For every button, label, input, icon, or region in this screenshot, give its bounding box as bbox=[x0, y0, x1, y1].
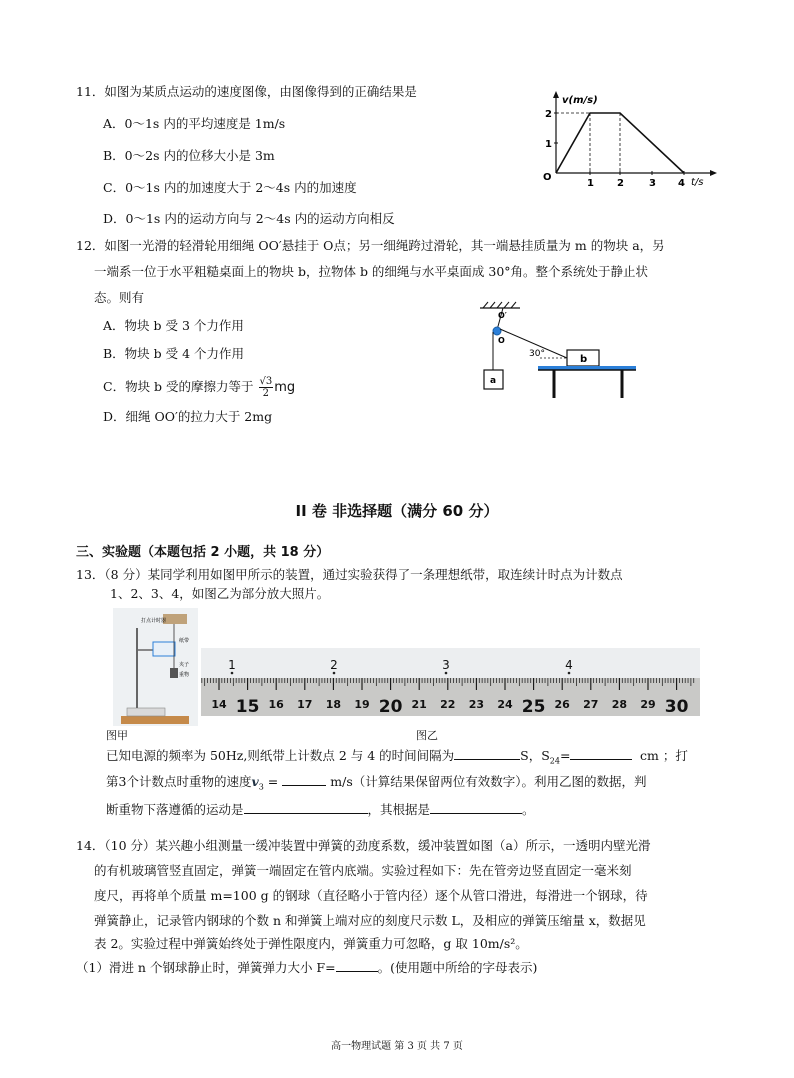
q13-para3-text: ，其根据是 bbox=[367, 802, 431, 817]
answer-blank-v3[interactable] bbox=[282, 773, 326, 786]
q12-option-d: D．细绳 OO′的拉力大于 2mg bbox=[103, 409, 273, 424]
label-o-prime: O′ bbox=[498, 311, 507, 320]
ruler-number: 27 bbox=[583, 698, 599, 711]
ruler-number: 14 bbox=[211, 698, 227, 711]
q14-line1: 14．（10 分）某兴趣小组测量一缓冲装置中弹簧的劲度系数，缓冲装置如图（a）所示，一透明内壁光滑 bbox=[76, 838, 651, 853]
q13-para3 bbox=[106, 800, 535, 818]
ruler-number: 22 bbox=[440, 698, 456, 711]
fraction bbox=[259, 376, 274, 399]
tape-dot bbox=[231, 672, 234, 675]
q14-line5: 表 2。实验过程中弹簧始终处于弹性限度内，弹簧重力可忽略，g 取 10m/s²。 bbox=[94, 936, 528, 951]
q13-para2-text: = bbox=[263, 774, 279, 789]
tape-point-label: 4 bbox=[565, 658, 573, 672]
q12-line2: 一端系一位于水平粗糙桌面上的物块 b，拉物体 b 的细绳与水平桌面成 30°角。整个系统处于静止状 bbox=[94, 264, 649, 279]
q12-option-a: A．物块 b 受 3 个力作用 bbox=[103, 318, 244, 333]
q11-option-c: C．0～1s 内的加速度大于 2～4s 内的加速度 bbox=[103, 180, 357, 195]
fraction-denominator: 2 bbox=[262, 388, 270, 399]
fraction-numerator: √3 bbox=[259, 376, 273, 387]
section-3-title: 三、实验题（本题包括 2 小题，共 18 分） bbox=[76, 545, 330, 560]
label-o: O bbox=[498, 336, 505, 345]
tape-point-label: 2 bbox=[330, 658, 338, 672]
answer-blank-interval[interactable] bbox=[454, 747, 520, 760]
q12-option-c-unit: mg bbox=[274, 380, 296, 395]
apparatus-label: 重物 bbox=[179, 672, 190, 678]
ruler-number: 23 bbox=[468, 698, 485, 711]
apparatus-label: 打点计时器 bbox=[141, 618, 167, 624]
q13-para1 bbox=[106, 746, 632, 766]
fig-yi-caption: 图乙 bbox=[416, 729, 438, 742]
q14-line4: 弹簧静止，记录管内钢球的个数 n 和弹簧上端对应的刻度尺示数 L，及相应的弹簧压缩量 x，数据见 bbox=[94, 913, 646, 928]
ruler-number: 25 bbox=[521, 697, 546, 716]
graph-xtick: 4 bbox=[678, 178, 685, 189]
ruler-number: 21 bbox=[411, 698, 427, 711]
q13-para3-text: 断重物下落遵循的运动是 bbox=[106, 802, 244, 817]
ruler-photo bbox=[201, 648, 700, 716]
ruler-number: 17 bbox=[297, 698, 313, 711]
ruler-number: 16 bbox=[268, 698, 284, 711]
q11-stem: 11．如图为某质点运动的速度图像，由图像得到的正确结果是 bbox=[76, 84, 417, 99]
answer-blank-force[interactable] bbox=[336, 959, 378, 972]
q14-line3: 度尺，再将单个质量 m=100 g 的钢球（直径略小于管内径）逐个从管口滑进，每滑进一个钢球，待 bbox=[94, 888, 648, 903]
q13-para2-text: 第3个计数点时重物的速度 bbox=[106, 774, 252, 789]
ruler-number: 26 bbox=[554, 698, 570, 711]
q12-option-c-text: C．物块 b 受的摩擦力等于 bbox=[103, 379, 254, 394]
tape-point-label: 3 bbox=[442, 658, 450, 672]
ruler-number: 18 bbox=[325, 698, 342, 711]
q13-para2 bbox=[106, 772, 647, 792]
graph-ylabel: v(m/s) bbox=[562, 95, 598, 106]
q13-para2-text: m/s（计算结果保留两位有效数字）。利用乙图的数据，判 bbox=[330, 774, 647, 789]
answer-blank-reason[interactable] bbox=[430, 801, 522, 814]
answer-blank-s24[interactable] bbox=[570, 747, 632, 760]
apparatus-label: 夹子 bbox=[179, 662, 190, 668]
graph-xtick: 1 bbox=[587, 178, 594, 189]
fig-jia-caption: 图甲 bbox=[106, 729, 128, 742]
ruler-number: 28 bbox=[611, 698, 628, 711]
ruler-number: 30 bbox=[664, 697, 689, 716]
velocity-symbol: v bbox=[251, 774, 259, 789]
tape-point-label: 1 bbox=[228, 658, 236, 672]
label-block-b: b bbox=[580, 354, 588, 365]
q14-sub1 bbox=[76, 958, 537, 976]
ruler-number: 29 bbox=[640, 698, 656, 711]
subscript: 3 bbox=[258, 782, 264, 792]
tape-dot bbox=[333, 672, 336, 675]
tape-dot bbox=[445, 672, 448, 675]
q14-sub1-text: （1）滑进 n 个钢球静止时，弹簧弹力大小 F= bbox=[76, 960, 336, 975]
q12-option-c bbox=[103, 376, 295, 399]
q13-para1-text: S，S bbox=[520, 748, 550, 763]
q13-line2: 1、2、3、4，如图乙为部分放大照片。 bbox=[110, 586, 330, 601]
q12-pulley-figure bbox=[470, 298, 650, 402]
q12-option-b: B．物块 b 受 4 个力作用 bbox=[103, 346, 245, 361]
q13-para1-text: 已知电源的频率为 50Hz,则纸带上计数点 2 与 4 的时间间隔为 bbox=[106, 748, 455, 763]
q12-line3: 态。则有 bbox=[94, 290, 145, 305]
q13-para1-text: = bbox=[559, 748, 571, 763]
page-footer: 高一物理试题 第 3 页 共 7 页 bbox=[331, 1041, 463, 1052]
q14-sub1-text: 。(使用题中所给的字母表示) bbox=[377, 960, 538, 975]
q11-option-a: A．0～1s 内的平均速度是 1m/s bbox=[103, 116, 286, 131]
ruler-number: 19 bbox=[354, 698, 370, 711]
ruler-number: 15 bbox=[235, 697, 260, 716]
q11-velocity-graph bbox=[538, 90, 718, 190]
q12-line1: 12．如图一光滑的轻滑轮用细绳 OO′悬挂于 O点；另一细绳跨过滑轮，其一端悬挂质量为 m 的物块 a，另 bbox=[76, 238, 665, 253]
section-ii-title: II 卷 非选择题（满分 60 分） bbox=[295, 502, 499, 520]
q14-line2: 的有机玻璃管竖直固定，弹簧一端固定在管内底端。实验过程如下：先在管旁边竖直固定一毫米刻 bbox=[94, 863, 632, 878]
q13-para3-text: 。 bbox=[522, 802, 535, 817]
graph-ytick: 1 bbox=[545, 139, 552, 150]
apparatus-label: 纸带 bbox=[179, 638, 190, 644]
ruler-number: 24 bbox=[497, 698, 513, 711]
ruler-number: 20 bbox=[378, 697, 403, 716]
answer-blank-motion[interactable] bbox=[244, 801, 368, 814]
graph-xlabel: t/s bbox=[691, 177, 704, 188]
subscript: 24 bbox=[549, 756, 560, 766]
q13-line1: 13．（8 分）某同学利用如图甲所示的装置，通过实验获得了一条理想纸带，取连续计时点为计数点 bbox=[76, 567, 623, 582]
graph-origin: O bbox=[543, 172, 552, 183]
graph-xtick: 2 bbox=[617, 178, 624, 189]
graph-ytick: 2 bbox=[545, 109, 552, 120]
q11-option-b: B．0～2s 内的位移大小是 3m bbox=[103, 148, 275, 163]
label-angle: 30° bbox=[529, 349, 545, 359]
apparatus-figure bbox=[113, 608, 198, 726]
graph-xtick: 3 bbox=[649, 178, 656, 189]
tape-dot bbox=[568, 672, 571, 675]
q13-para1-unit: cm ；打 bbox=[640, 748, 688, 763]
label-block-a: a bbox=[490, 376, 497, 386]
q11-option-d: D．0～1s 内的运动方向与 2～4s 内的运动方向相反 bbox=[103, 211, 395, 226]
